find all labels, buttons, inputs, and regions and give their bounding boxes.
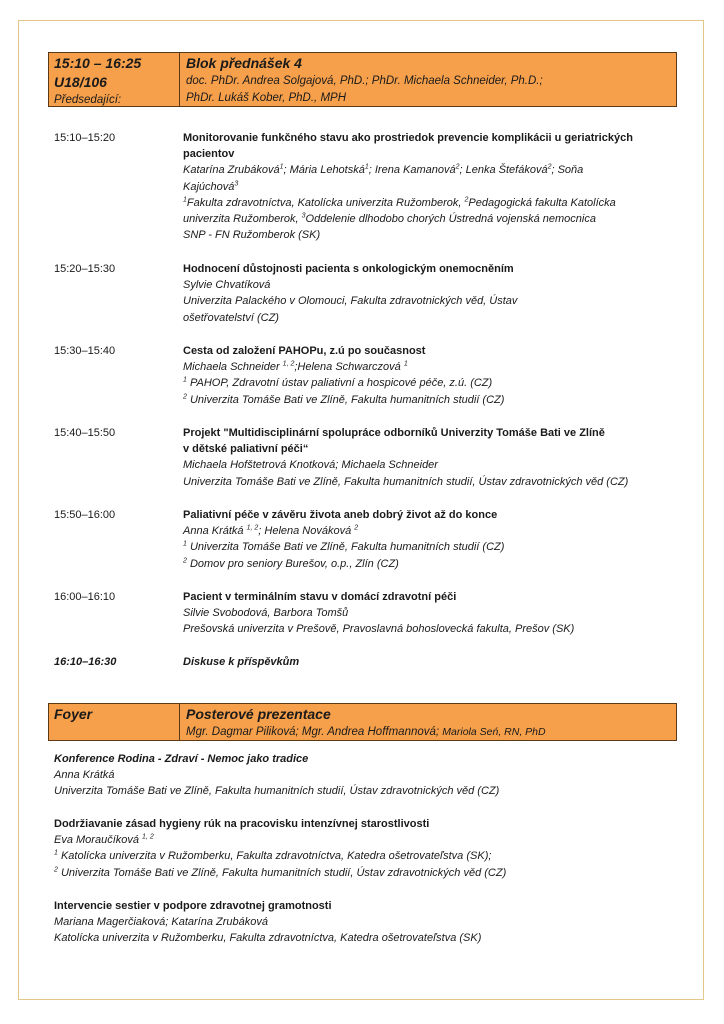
poster-affiliation: Univerzita Tomáše Bati ve Zlíně, Fakulta humanitních studií, Ústav zdravotnických věd (CZ)	[54, 785, 500, 798]
talk-affiliation: Univerzita Tomáše Bati ve Zlíně, Fakulta humanitních studií, Ústav zdravotnických věd (CZ)	[183, 475, 629, 488]
poster-title: Konference Rodina - Zdraví - Nemoc jako tradice	[54, 753, 309, 765]
talk-title: Monitorovanie funkčného stavu ako prostriedok prevencie komplikácii u geriatrických pacientov	[183, 132, 633, 161]
poster-affiliation: $^1$ Katolícka univerzita v Ružomberku, Fakulta zdravotníctva, Katedra ošetrovateľstva (SK);	[54, 849, 492, 863]
poster-authors: Mariana Magerčiaková; Katarína Zrubáková	[54, 916, 268, 929]
talk-authors: Anna Krátká $^{1, 2}$; Helena Nováková $^2$	[183, 524, 359, 538]
poster-authors: Eva Moraučíková $^{1, 2}$	[54, 833, 154, 847]
poster-affiliation: Katolícka univerzita v Ružomberku, Fakulta zdravotníctva, Katedra ošetrovateľstva (SK)	[54, 932, 482, 945]
foyer-header-left	[49, 704, 180, 740]
talk-affiliation: $^2$ Univerzita Tomáše Bati ve Zlíně, Fakulta humanitních studií (CZ)	[183, 392, 505, 406]
talk-affiliation: $^1$Fakulta zdravotníctva, Katolícka univerzita Ružomberok, $^2$Pedagogická fakulta Katolícka univerzita Ružomberok, $^3$Oddelenie dlhodobo chorých Ústredná vojenská nemocnica SNP - FN Ružomberok (SK)	[183, 196, 616, 242]
foyer-header	[48, 703, 677, 741]
poster-item	[54, 816, 674, 881]
poster-item	[54, 751, 674, 800]
talk-title: Pacient v terminálním stavu v domácí zdravotní péči	[183, 591, 457, 603]
talk-title: Cesta od založení PAHOPu, z.ú po současnost	[183, 345, 426, 357]
poster-title: Intervencie sestier v podpore zdravotnej gramotnosti	[54, 900, 332, 912]
block-header-right	[180, 53, 676, 106]
block-chairs-line2: PhDr. Lukáš Kober, PhD., MPH	[186, 92, 347, 104]
block-header-left	[49, 53, 180, 106]
foyer-header-right	[180, 704, 676, 740]
talk-authors: Michaela Hofštetrová Knotková; Michaela Schneider	[183, 459, 438, 472]
talk-affiliation: $^1$ PAHOP, Zdravotní ústav paliativní a hospicové péče, z.ú. (CZ)	[183, 376, 493, 390]
talk-content	[183, 589, 677, 638]
block-room: U18/106	[54, 74, 107, 90]
foyer-chairs: Mgr. Dagmar Piliková; Mgr. Andrea Hoffmannová; Mariola Seń, RN, PhD	[186, 726, 546, 738]
discussion-time: 16:10–16:30	[54, 656, 117, 668]
talk-authors: Sylvie Chvatíková	[183, 279, 271, 292]
talk-content	[183, 130, 677, 243]
talk-affiliation: $^2$ Domov pro seniory Burešov, o.p., Zlín (CZ)	[183, 556, 399, 570]
talk-authors: Silvie Svobodová, Barbora Tomšů	[183, 607, 349, 620]
talk-affiliation: $^1$ Univerzita Tomáše Bati ve Zlíně, Fakulta humanitních studií (CZ)	[183, 540, 505, 554]
poster-authors: Anna Krátká	[54, 769, 115, 782]
foyer-room: Foyer	[54, 706, 93, 722]
talk-content	[183, 425, 677, 490]
talk-content	[183, 507, 677, 572]
talk-time: 15:40–15:50	[54, 427, 116, 439]
talk-content	[183, 343, 677, 408]
talk-authors: Michaela Schneider $^{1, 2}$;Helena Schwarczová $^1$	[183, 360, 408, 374]
talk-time: 16:00–16:10	[54, 591, 116, 603]
talk-time: 15:50–16:00	[54, 509, 116, 521]
talk-title: Projekt "Multidisciplinární spolupráce odborníků Univerzity Tomáše Bati ve Zlíně v dětské paliativní péči“	[183, 427, 605, 456]
poster-item	[54, 898, 674, 947]
poster-affiliation: $^2$ Univerzita Tomáše Bati ve Zlíně, Fakulta humanitních studií, Ústav zdravotnických věd (CZ)	[54, 865, 507, 879]
talk-time: 15:20–15:30	[54, 263, 116, 275]
talk-affiliation: Prešovská univerzita v Prešově, Pravoslavná bohoslovecká fakulta, Prešov (SK)	[183, 623, 575, 636]
talk-time: 15:30–15:40	[54, 345, 116, 357]
poster-title: Dodržiavanie zásad hygieny rúk na pracovisku intenzívnej starostlivosti	[54, 818, 430, 830]
discussion-label: Diskuse k příspěvkům	[183, 656, 300, 668]
foyer-title: Posterové prezentace	[186, 706, 331, 722]
talk-time: 15:10–15:20	[54, 132, 116, 144]
talk-title: Hodnocení důstojnosti pacienta s onkologickým onemocněním	[183, 263, 514, 275]
block-header	[48, 52, 677, 107]
block-chairs-line1: doc. PhDr. Andrea Solgajová, PhD.; PhDr. Michaela Schneider, Ph.D.;	[186, 75, 543, 87]
block-time: 15:10 – 16:25	[54, 55, 142, 71]
block-title: Blok přednášek 4	[186, 55, 302, 71]
talk-affiliation: Univerzita Palackého v Olomouci, Fakulta zdravotnických věd, Ústav ošetřovatelství (CZ)	[183, 295, 518, 324]
talk-title: Paliativní péče v závěru života aneb dobrý život až do konce	[183, 509, 498, 521]
chair-label: Předsedající:	[54, 94, 122, 106]
talk-authors: Katarína Zrubáková$^1$; Mária Lehotská$^1$; Irena Kamanová$^2$; Lenka Štefáková$^2$; Soňa Kajúchová$^3$	[183, 163, 584, 193]
talk-content	[183, 261, 677, 326]
